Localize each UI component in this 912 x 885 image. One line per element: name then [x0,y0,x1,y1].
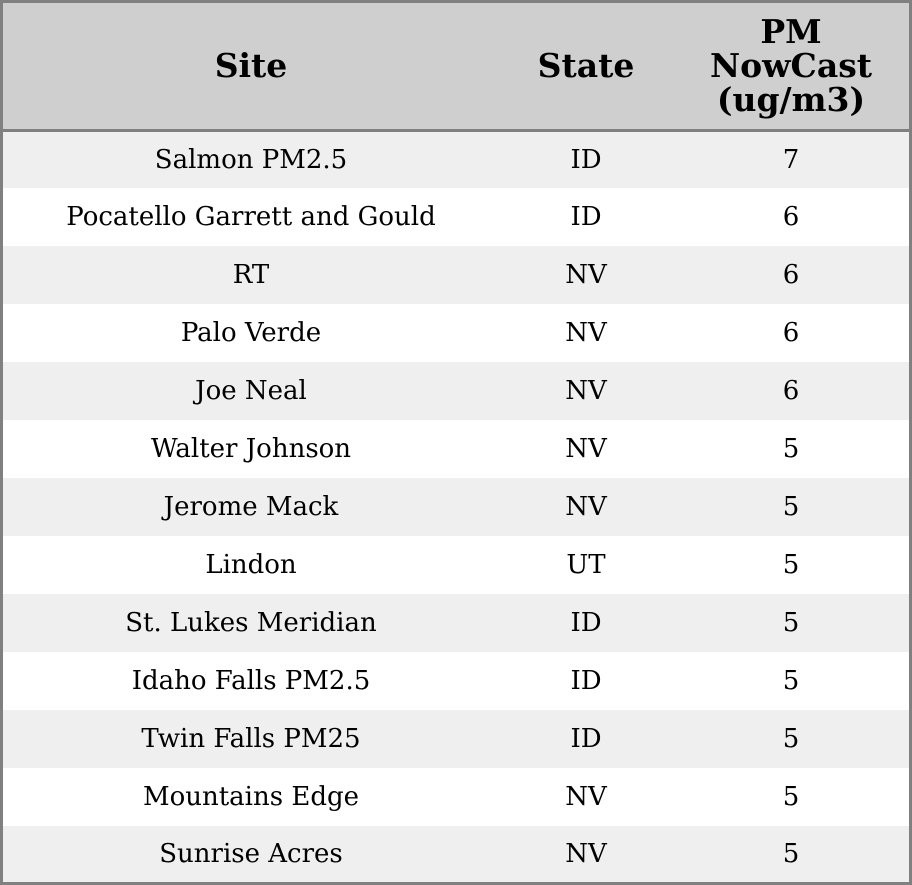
table-row [3,536,909,594]
state-cell: NV [565,318,607,348]
table-row [3,130,909,188]
site-cell: Twin Falls PM25 [141,724,361,754]
pm-value-cell: 5 [782,782,800,812]
pm-value-cell: 5 [782,608,800,638]
state-cell: NV [565,492,607,522]
table-row [3,362,909,420]
site-cell: Palo Verde [180,318,322,348]
state-cell: NV [565,782,607,812]
table-row [3,420,909,478]
table-header [3,3,909,130]
site-cell: Lindon [205,550,297,580]
state-cell: NV [565,434,607,464]
state-cell: NV [565,260,607,290]
site-cell: Salmon PM2.5 [154,144,348,175]
site-cell: RT [232,260,270,290]
pm-value-cell: 5 [782,492,800,522]
state-cell: ID [570,202,602,232]
column-header-pm-line2: NowCast [709,45,873,85]
site-cell: Sunrise Acres [159,839,343,869]
state-cell: ID [570,608,602,638]
table-row [3,594,909,652]
state-cell: ID [570,144,602,175]
column-header-site: Site [3,3,499,130]
table-row [3,652,909,710]
pm-value-cell: 6 [782,260,800,290]
state-cell: ID [570,724,602,754]
table-row [3,188,909,246]
pm-value-cell: 5 [782,550,800,580]
column-header-pm-line1: PM [760,11,822,51]
header-row [3,3,909,130]
site-cell: Mountains Edge [142,782,360,812]
table-row [3,768,909,826]
table-row [3,304,909,362]
site-cell: Pocatello Garrett and Gould [66,202,436,232]
site-cell: St. Lukes Meridian [125,608,377,638]
site-cell: Walter Johnson [150,434,352,464]
pm-value-cell: 6 [782,202,800,232]
site-cell: Idaho Falls PM2.5 [131,666,371,696]
column-header-pm-nowcast [673,3,909,130]
table-row [3,826,909,882]
state-cell: NV [565,839,607,869]
column-header-pm-line3: (ug/m3) [716,79,866,119]
pm-value-cell: 7 [782,144,800,175]
state-cell: ID [570,666,602,696]
pm-value-cell: 5 [782,434,800,464]
site-cell: Jerome Mack [163,492,339,522]
pm-value-cell: 6 [782,376,800,406]
pm-value-cell: 5 [782,724,800,754]
table-row [3,478,909,536]
table-row [3,710,909,768]
state-cell: NV [565,376,607,406]
table-row [3,246,909,304]
site-cell: Joe Neal [195,376,307,406]
pm-value-cell: 5 [782,666,800,696]
pm-value-cell: 6 [782,318,800,348]
data-table [3,3,909,882]
pm-value-cell: 5 [782,839,800,869]
table-body [3,130,909,882]
column-header-state: State [499,3,673,130]
state-cell: UT [566,550,606,580]
